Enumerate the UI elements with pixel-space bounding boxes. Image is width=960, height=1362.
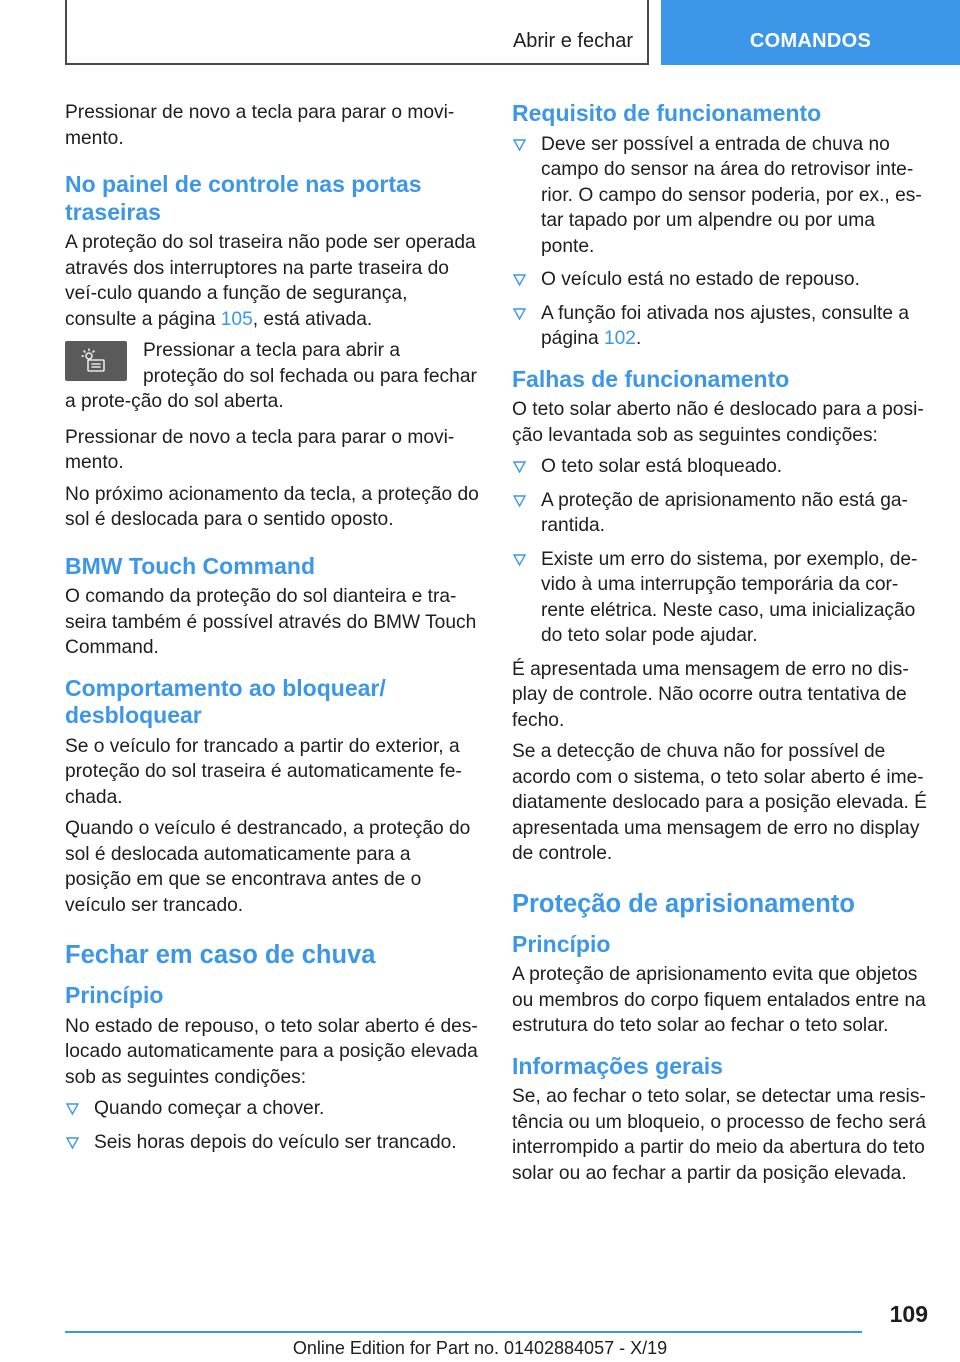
bullet-list: [512, 454, 930, 649]
triangle-bullet-icon: [66, 1137, 79, 1149]
paragraph: Pressionar de novo a tecla para parar o movi-mento.: [65, 426, 455, 473]
triangle-bullet-icon: [513, 554, 526, 566]
rear-sunblind-button-icon: [65, 341, 127, 381]
list-item: O veículo está no estado de repouso.: [512, 267, 930, 293]
heading-bmw-touch-command: BMW Touch Command: [65, 552, 315, 579]
paragraph: No próximo acionamento da tecla, a proteção do sol é deslocada para o sentido oposto.: [65, 483, 479, 530]
paragraph: A proteção do sol traseira não pode ser operada através dos interruptores na parte traseira do veí-culo quando a função de segurança, consulte a página 105, está ativada.: [65, 232, 476, 330]
paragraph: O comando da proteção do sol dianteira e tra-seira também é possível através do BMW Touch Command.: [65, 586, 477, 658]
paragraph: No estado de repouso, o teto solar aberto é des-locado automaticamente para a posição elevada sob as seguintes condições:: [65, 1015, 478, 1088]
heading-informacoes-gerais: Informações gerais: [512, 1052, 723, 1079]
paragraph: Se, ao fechar o teto solar, se detectar uma resis-tência ou um bloqueio, o processo de fecho será interrompido a partir do meio da abertura do teto solar ou ao fechar a partir da posição elevada.: [512, 1086, 926, 1184]
right-column: [512, 100, 930, 1192]
page-number: 109: [889, 1301, 928, 1327]
edition-note: Online Edition for Part no. 01402884057 - X/19: [292, 1338, 668, 1358]
heading-falhas-funcionamento: Falhas de funcionamento: [512, 365, 790, 392]
paragraph: Pressionar de novo a tecla para parar o movi-mento.: [65, 102, 455, 149]
bullet-list: [512, 132, 930, 352]
list-item: Quando começar a chover.: [65, 1096, 480, 1122]
triangle-bullet-icon: [513, 461, 526, 473]
footer-divider: [65, 1331, 862, 1333]
paragraph: A proteção de aprisionamento evita que objetos ou membros do corpo fiquem entalados entre na estrutura do teto solar ao fechar o teto solar.: [512, 964, 926, 1036]
paragraph: Pressionar a tecla para abrir a proteção do sol fechada ou para fechar a prote-ção do sol aberta.: [65, 340, 477, 412]
button-icon-block: [65, 338, 480, 421]
left-column: [65, 100, 480, 1163]
paragraph: O teto solar aberto não é deslocado para a posi-ção levantada sob as seguintes condições:: [512, 399, 924, 446]
bullet-list: [65, 1096, 480, 1155]
paragraph: Se o veículo for trancado a partir do exterior, a proteção do sol traseira é automaticamente fe-chada.: [65, 735, 462, 808]
list-item: Deve ser possível a entrada de chuva no campo do sensor na área do retrovisor inte-rior. O campo do sensor poderia, por ex., es-tar tapado por um alpendre ou por uma ponte.: [512, 132, 930, 260]
chapter-title: COMANDOS: [749, 30, 872, 52]
list-item: Seis horas depois do veículo ser trancado.: [65, 1130, 480, 1156]
list-item: Existe um erro do sistema, por exemplo, de-vido à uma interrupção temporária da cor-rente elétrica. Neste caso, uma inicialização do teto solar pode ajudar.: [512, 547, 930, 649]
page-link-105[interactable]: 105: [220, 308, 253, 330]
list-item: O teto solar está bloqueado.: [512, 454, 930, 480]
paragraph: É apresentada uma mensagem de erro no dis-play de controle. Não ocorre outra tentativa de fecho.: [512, 658, 909, 731]
triangle-bullet-icon: [513, 308, 526, 320]
heading-principio: Princípio: [512, 930, 611, 957]
list-item: A função foi ativada nos ajustes, consulte a página 102.: [512, 301, 930, 352]
header-section-tab: [65, 0, 649, 65]
heading-comportamento-bloquear: Comportamento ao bloquear/ desbloquear: [65, 674, 386, 728]
paragraph: Quando o veículo é destrancado, a proteção do sol é deslocada automaticamente para a posição em que se encontrava antes de o veículo ser trancado.: [65, 818, 471, 916]
heading-requisito-funcionamento: Requisito de funcionamento: [512, 100, 822, 126]
triangle-bullet-icon: [513, 274, 526, 286]
page-link-102[interactable]: 102: [603, 328, 636, 349]
triangle-bullet-icon: [513, 495, 526, 507]
header-chapter-tab: [661, 0, 960, 65]
triangle-bullet-icon: [513, 139, 526, 151]
heading-painel-portas-traseiras: No painel de controle nas portas traseiras: [65, 171, 422, 225]
heading-principio: Princípio: [65, 982, 164, 1008]
list-item: A proteção de aprisionamento não está ga-rantida.: [512, 488, 930, 539]
heading-protecao-aprisionamento: Proteção de aprisionamento: [512, 889, 855, 918]
triangle-bullet-icon: [66, 1103, 79, 1115]
heading-fechar-chuva: Fechar em caso de chuva: [65, 941, 376, 969]
section-title: Abrir e fechar: [512, 30, 633, 52]
paragraph: Se a detecção de chuva não for possível de acordo com o sistema, o teto solar aberto é ime-diatamente deslocado para a posição elevada. É apresentada uma mensagem de erro no display de controle.: [512, 741, 927, 864]
